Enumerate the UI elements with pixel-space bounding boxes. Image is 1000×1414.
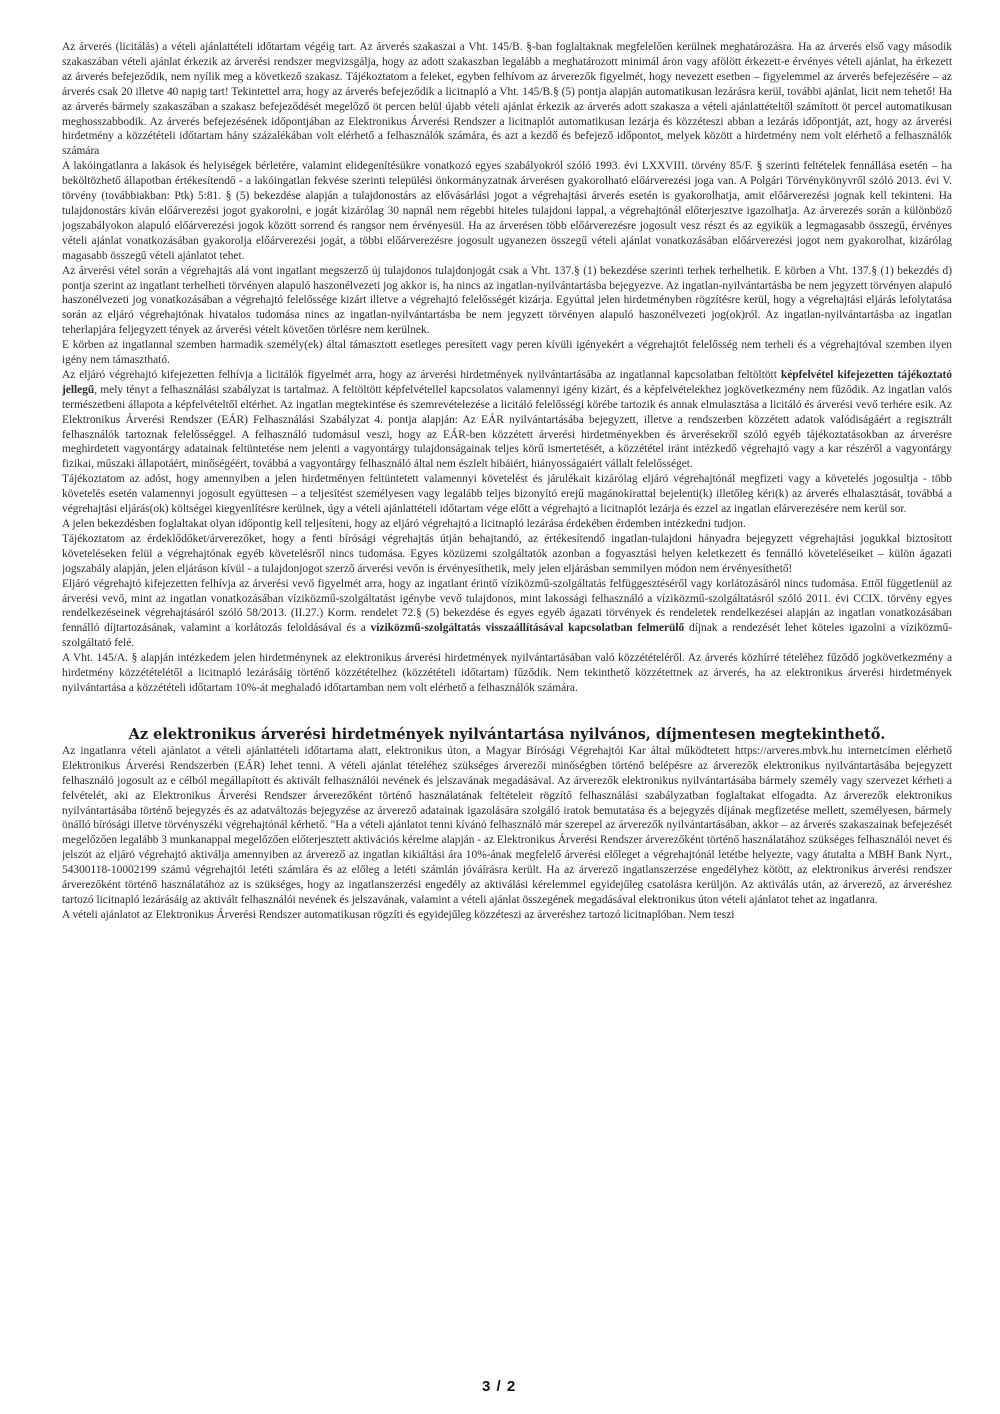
paragraph-image-disclaimer: Az eljáró végrehajtó kifejezetten felhívja a licitálók figyelmét arra, hogy az árverési hirdetmények nyilvántartásába az ingatlannal kapcsolatban feltöltött képfelvétel kifejezetten tájékoztató jellegű, mely tényt a felhasználási szabályzat is tartalmaz. A feltöltött képfelvétellel kapcsolatos valamennyi igény kizárt, és a képfelvételekhez jogkövetkezmény nem fűződik. Az ingatlan valós természetbeni állapota a képfelvételtől eltérhet. Az ingatlan megtekintése és szemrevételezése a licitáló felelősségi körébe tartozik és annak elmulasztása a licitáló és árverési vevő terhére esik. Az Elektronikus Árverési Rendszer (EÁR) Felhasználási Szabályzat 4. pontja alapján: Az EÁR nyilvántartásába bejegyzett, illetve a rendszerben közzétett adatok valódiságáért a regisztrált felhasználók tartoznak felelősséggel. A felhasználó tudomásul veszi, hogy az EÁR-ben közzétett árverési hirdetményekben és árverésekről szóló egyéb tájékoztatásokban az árverésre meghirdetett vagyontárgy adatainak feltüntetése nem jelenti a vagyontárgy tulajdonságainak teljes körű ismertetését, a közzététel iránt intézkedő végrehajtó vagy a kar részéről a vagyontárgy fizikai, műszaki állapotáért, minőségéért, továbbá a vagyontárgy felhasználó által nem észlelt hibáiért, hiányosságaiért vállalt felelősséget.	[62, 368, 952, 471]
paragraph-pre-emption-rights: A lakóingatlanra a lakások és helyiségek bérletére, valamint elidegenítésükre vonatkozó egyes szabályokról szóló 1993. évi LXXVIII. törvény 85/F. § szerinti feltételek fennállása esetén – ha beköltözhető állapotban értékesítendő - a lakóingatlan fekvése szerinti települési önkormányzatnak árverésen gyakorolható előárverezési joga van. A Polgári Törvénykönyvről szóló 2013. évi V. törvény (továbbiakban: Ptk) 5:81. § (5) bekezdése alapján a tulajdonostárs az elővásárlási jogot a végrehajtási árverés esetén is gyakorolhatja, amit előárverezési jognak kell tekinteni. Ha tulajdonostárs kíván előárverezési jogot gyakorolni, e jogát kizárólag 30 napnál nem régebbi hiteles tulajdoni lappal, a végrehajtónál előterjesztve igazolhatja. Az árverezés során a különböző jogszabályokon alapuló előárverezési jogok között sorrend és rangsor nem érvényesül. Ha az árverésen több előárverezésre jogosult vesz részt és az egyikük a legmagasabb összegű, érvényes vételi ajánlat vonatkozásában gyakorolja előárverezési jogát, a többi előárverezésre jogosult ugyanezen összegű vételi ajánlat vonatkozásában előárverezési jogot nem gyakorolhat, kizárólag magasabb összegű vételi ajánlatot tehet.	[62, 160, 952, 262]
paragraph-auction-stages: Az árverés (licitálás) a vételi ajánlattételi időtartam végéig tart. Az árverés szakaszai a Vht. 145/B. §-ban foglaltaknak megfelelően kerülnek meghatározásra. Ha az árverés első vagy második szakaszában vételi ajánlat érkezik az árverési rendszer megvizsgálja, hogy az adott szakaszban legalább a meghatározott minimál áron vagy afölött érkezett-e érvényes vételi ajánlat, ha érkezett az árverés befejeződik, nem nyílik meg a következő szakasz. Tájékoztatom a feleket, egyben felhívom az árverezők figyelmét, hogy nevezett esetben – figyelemmel az árverés befejezésére – az árverés csak 20 illetve 40 napig tart! Tekintettel arra, hogy az árverés befejeződik a licitnapló a Vht. 145/B.§ (5) pontja alapján automatikusan lezárásra kerül, további ajánlat, licit nem tehető! Ha az árverés bármely szakaszában a szakasz befejeződését megelőző öt percen belül újabb vételi ajánlat érkezik az árverés adott szakasza a vételi ajánlattételtől számított öt percel automatikusan meghosszabbodik. Az árverés befejezésének időpontjában az Elektronikus Árverési Rendszer a licitnaplót automatikusan lezárja és közzéteszi abban a lezárás időpontját, azt, hogy az árverési hirdetmény a közzétételi időtartam hány százalékában volt elérhető a felhasználók számára, és azt a kezdő és befejező időpontot, melyek között a hirdetmény nem volt elérhető a felhasználók számára	[62, 41, 952, 158]
paragraph-encumbrances: Az árverési vétel során a végrehajtás alá vont ingatlant megszerző új tulajdonos tulajdonjogát csak a Vht. 137.§ (1) bekezdése szerinti terhek terhelhetik. E körben a Vht. 137.§ (1) bekezdés d) pontja szerint az ingatlant terhelheti törvényen alapuló haszonélvezeti jog akkor is, ha nincs az ingatlan-nyilvántartásba bejegyezve. Az ingatlan-nyilvántartásba be nem jegyzett törvényen alapuló haszonélvezeti jog vonatkozásában a végrehajtó felelőssége kizárt illetve a végrehajtó felelősségét kizárja. Egyúttal jelen hirdetményben rögzítésre kerül, hogy a végrehajtási eljárás lefolytatása során az eljáró végrehajtónak hivatalos tudomása nincs az ingatlan-nyilvántartásba be nem jegyzett törvényen alapuló haszonélvezeti jog(ok)ról. Az ingatlan-nyilvántartásba az ingatlan teherlapjára feljegyzett tények az árverési vételt követően törlésre nem kerülnek.	[62, 264, 952, 337]
paragraph-third-party-claims: E körben az ingatlannal szemben harmadik személy(ek) által támasztott esetleges peresített vagy peren kívüli igényekért a végrehajtót felelősség nem terheli és a végrehajtóval szemben ilyen igény nem támasztható.	[62, 339, 952, 367]
paragraph-water-utility: Eljáró végrehajtó kifejezetten felhívja az árverési vevő figyelmét arra, hogy az ingatlant érintő víziközmű-szolgáltatás felfüggesztéséről vagy korlátozásáról nincs tudomása. Ettől függetlenül az árverési vevő, mint az ingatlan vonatkozásában víziközmű-szolgáltatást igénybe vevő tulajdonos, mint lakossági felhasználó a víziközmű-szolgáltatásról szóló 2011. évi CCIX. törvény egyes rendelkezéseinek végrehajtásáról szóló 58/2013. (II.27.) Korm. rendelet 72.§ (5) bekezdése és egyes egyéb ágazati törvények és rendeletek rendelkezései alapján az ingatlan vonatkozásában fennálló díjtartozásának, valamint a korlátozás feloldásával és a víziközmű-szolgáltatás visszaállításával kapcsolatban felmerülő díjnak a rendezését lehet köteles igazolni a víziközmű-szolgáltató felé.	[62, 577, 952, 650]
paragraph-deadline: A jelen bekezdésben foglaltakat olyan időpontig kell teljesíteni, hogy az eljáró végrehajtó a licitnapló lezárása érdekében érdemben intézkedni tudjon.	[62, 518, 746, 530]
page-number: 3 / 2	[482, 1378, 517, 1395]
paragraph-debtor-notice: Tájékoztatom az adóst, hogy amennyiben a jelen hirdetményen feltüntetett valamennyi követelést és járulékait kizárólag eljáró végrehajtónál megfizeti vagy a követelés jogosultja - több követelés esetén valamennyi jogosult együttesen – a teljesítést személyesen vagy legalább teljes bizonyító erejű magánokirattal bejelenti(k) illetőleg kéri(k) az árverés elhalasztását, továbbá a végrehajtási eljárás(ok) költségei kiegyenlítésre kerülnek, úgy a vételi ajánlattételi időtartam vége előtt a végrehajtó a licitnaplót lezárja és ezzel az ingatlan elárverezésére nem kerül sor.	[62, 473, 952, 516]
document-body	[62, 40, 952, 1400]
paragraph-publication: A Vht. 145/A. § alapján intézkedem jelen hirdetménynek az elektronikus árverési hirdetmények nyilvántartásában való közzétételéről. Az árverés közhírré tételéhez fűződő jogkövetkezmény a hirdetmény közzétételétől a licitnapló lezárásáig történő közzétételhez (közzétételi időtartam) fűződik. Nem tekinthető közzétettnek az árverés, ha az elektronikus árverési hirdetmények nyilvántartása a közzétételi időtartam 10%-át meghaladó időtartamban nem volt elérhető a felhasználók számára.	[62, 652, 952, 694]
section-heading: Az elektronikus árverési hirdetmények nyilvántartása nyilvános, díjmentesen megtekinthető.	[128, 725, 886, 743]
paragraph-utility-claims: Tájékoztatom az érdeklődőket/árverezőket, hogy a fenti bírósági végrehajtás útján behajtandó, az értékesítendő ingatlan-tulajdoni hányadra bejegyzett végrehajtási jogukkal biztosított követeléseken felül a végrehajtónak egyéb követelésről nincs tudomása. Egyes közüzemi szolgáltatók azonban a fogyasztási helyen keletkezett és fennálló követeléseiket – külön ágazati jogszabály alapján, jelen eljáráson kívül - a tulajdonjogot szerző árverési vevőn is érvényesíthetik, mely jelen eljárásban semmilyen módon nem érvényesíthető!	[62, 532, 952, 575]
section-spacer	[62, 696, 952, 726]
paragraph-bid-recording: A vételi ajánlatot az Elektronikus Árverési Rendszer automatikusan rögzíti és egyidejűleg közzéteszi az árveréshez tartozó licitnaplóban. Nem teszi	[62, 908, 735, 921]
paragraph-online-bidding: Az ingatlanra vételi ajánlatot a vételi ajánlattételi időtartama alatt, elektronikus úton, a Magyar Bírósági Végrehajtói Kar által működtetett https://arveres.mbvk.hu internetcímen elérhető Elektronikus Árverési Rendszerben (EÁR) lehet tenni. A vételi ajánlat tételéhez szükséges árverezői minőségben történő belépésre az árverezők elektronikus nyilvántartásába bejegyzett felhasználó jogosult az e célból megállapított és aktivált felhasználói nevének és jelszavának megadásával. Az árverezők elektronikus nyilvántartásába bármely személy vagy szervezet kérheti a felvételét, aki az Elektronikus Árverési Rendszer árverezőként történő használatának feltételeit rögzítő felhasználási szabályzatban foglaltakat elfogadta. Az árverezők elektronikus nyilvántartásába történő bejegyzés és az adatváltozás bejegyzése az árverező adatainak igazolására szolgáló iratok bemutatása és a bejegyzés díjának megfizetése mellett, személyesen, bármely önálló bírósági illetve törvényszéki végrehajtónál kérhető. "Ha a vételi ajánlatot tenni kívánó felhasználó már szerepel az árverezők nyilvántartásában, akkor – az árverés szakaszainak befejezését megelőzően legalább 3 munkanappal megelőzően előterjesztett aktivációs kérelme alapján - az Elektronikus Árverési Rendszer árverezőként történő használatához szükséges felhasználói nevet és jelszót az eljáró végrehajtó aktiválja amennyiben az árverező az ingatlan kikiáltási ára 10%-ának megfelelő árverési előleget a végrehajtónál letétbe helyezte, vagy átutalta a MBH Bank Nyrt., 54300118-10002199 számú végrehajtói letéti számlára és az előleg a letéti számlán jóváírásra került. Ha az árverező ingatlanszerzése engedélyhez kötött, az elektronikus árverési rendszer árverezőként történő használatához az is szükséges, hogy az ingatlanszerzési engedély az aktiválási kérelemmel egyidejűleg csatolásra kerüljön. Az aktiválás után, az árverező, az árveréshez tartozó licitnapló lezárásáig az aktivált felhasználói nevének és jelszavának, valamint a vételi ajánlat összegének megadásával elektronikus úton vételi ajánlatot tehet az ingatlanra.	[62, 744, 952, 906]
